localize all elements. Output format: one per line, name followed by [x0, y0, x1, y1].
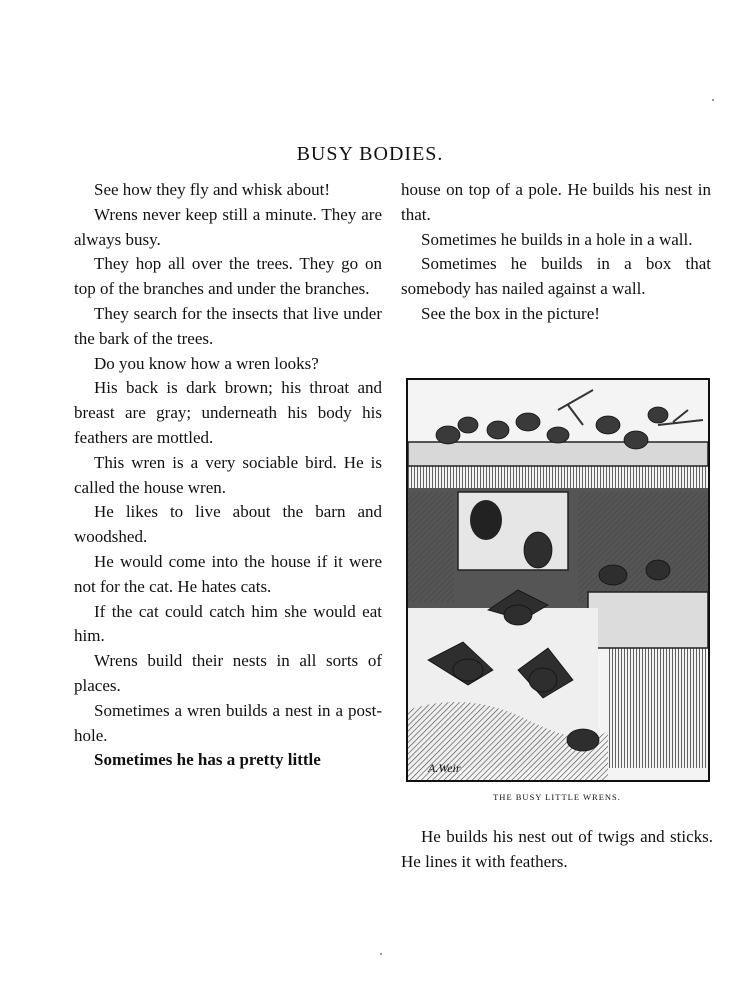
paragraph: Wrens build their nests in all sorts of places.	[74, 651, 382, 695]
paragraph: He would come into the house if it were not for the cat. He hates cats.	[74, 551, 382, 596]
left-column	[74, 178, 382, 773]
paragraph: house on top of a pole. He builds his nest in that.	[401, 180, 711, 224]
illustration-signature: A.Weir	[428, 761, 461, 775]
paragraph: See the box in the picture!	[421, 303, 600, 323]
right-column-bottom	[401, 825, 713, 875]
paragraph: If the cat could catch him she would eat him.	[74, 601, 382, 646]
paper-speck	[380, 953, 382, 955]
right-column-top	[401, 178, 711, 327]
paper-speck	[712, 99, 714, 101]
paragraph: His back is dark brown; his throat and breast are gray; underneath his body his feathers are mottled.	[74, 378, 382, 447]
paragraph: He likes to live about the barn and woodshed.	[74, 502, 382, 547]
paragraph: Wrens never keep still a minute. They are always busy.	[74, 204, 382, 249]
paragraph: He builds his nest out of twigs and sticks. He lines it with feathers.	[401, 827, 713, 871]
paragraph: Do you know how a wren looks?	[94, 353, 319, 373]
page-title: BUSY BODIES.	[296, 143, 444, 165]
paragraph: They hop all over the trees. They go on top of the branches and under the branches.	[74, 254, 382, 299]
paragraph: Sometimes a wren builds a nest in a post-hole.	[74, 700, 382, 745]
paragraph: This wren is a very sociable bird. He is called the house wren.	[74, 452, 382, 497]
paragraph: Sometimes he builds in a box that somebody has nailed against a wall.	[401, 254, 711, 299]
paragraph: Sometimes he has a pretty little	[94, 750, 321, 770]
wrens-illustration	[406, 378, 710, 782]
illustration-caption: THE BUSY LITTLE WRENS.	[493, 792, 621, 802]
paragraph: They search for the insects that live under the bark of the trees.	[74, 303, 382, 348]
paragraph: Sometimes he builds in a hole in a wall.	[421, 229, 693, 249]
illustration-drawing	[408, 380, 708, 780]
paragraph: See how they fly and whisk about!	[94, 180, 331, 199]
